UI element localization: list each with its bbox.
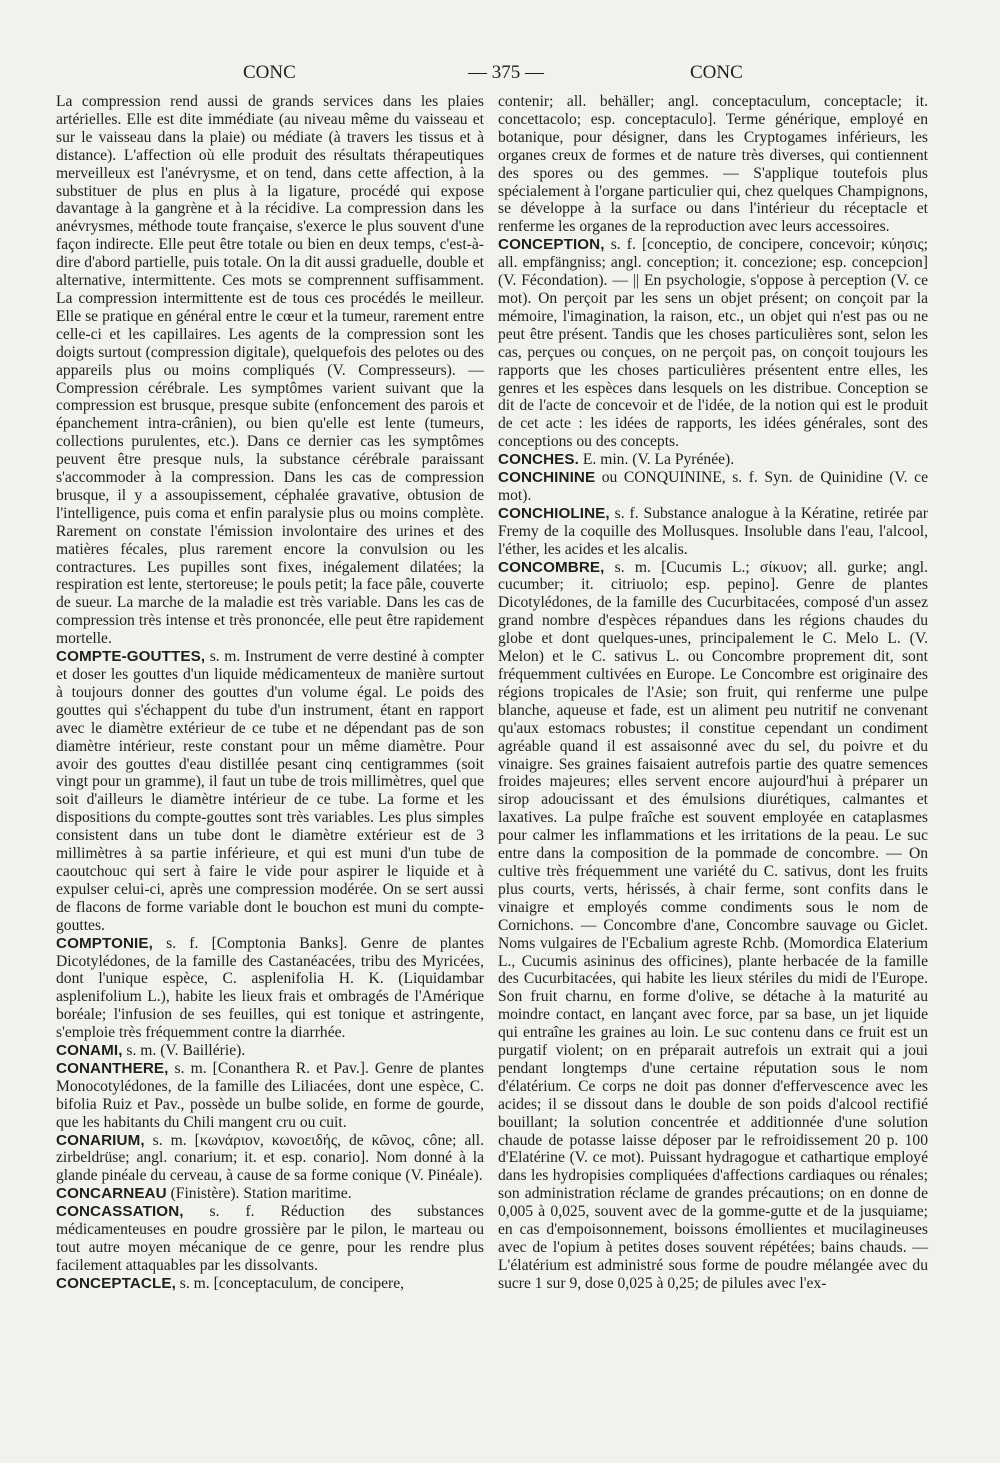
entry-headword: CONAMI, bbox=[56, 1042, 123, 1060]
entry-text: s. m. [Cucumis L.; σίκυον; all. gurke; angl. cucumber; it. citriuolo; esp. pepino]. Genre de plantes Dicotylédones, de la famille des Cucurbitacées, composé d'un assez grand nombre d'espèces répandues dans les régions chaudes du globe et dont quelques-unes, principalement le C. Melo L. (V. Melon) et le C. sativus L. ou Concombre proprement dit, sont fréquemment cultivées en Europe. Le Concombre est originaire des régions tropicales de l'Asie; son fruit, qui renferme une pulpe blanche, aqueuse et fade, est un aliment peu nutritif ne convenant qu'aux estomacs robustes; il constitue cependant un condiment agréable quand il est assaisonné avec du sel, du poivre et du vinaigre. Ses graines faisaient autrefois partie des quatre semences froides majeures; elles servent encore aujourd'hui à préparer un sirop adoucissant et des émulsions diurétiques, calmantes et laxatives. La pulpe fraîche est souvent employée en cataplasmes pour calmer les inflammations et les irritations de la peau. Le suc entre dans la composition de la pommade de concombre. — On cultive très fréquemment une variété du C. sativus, dont les fruits plus courts, verts, hérissés, à chair ferme, sont confits dans le vinaigre et employés comme condiments sous le nom de Cornichons. — Concombre d'ane, Concombre sauvage ou Giclet. Noms vulgaires de l'Ecbalium agreste Rchb. (Momordica Elaterium L., Cucumis asininus des officines), plante herbacée de la famille des Cucurbitacées, qui habite les lieux stériles du midi de l'Europe. Son fruit charnu, en forme d'olive, se détache à la maturité au moindre contact, en lançant avec force, par sa base, un jet liquide qui entraîne les graines au loin. Le suc contenu dans ce fruit est un purgatif violent; on en préparait autrefois un extrait qui a joui pendant longtemps d'une certaine réputation sous le nom d'élatérium. Ce corps ne doit pas donner d'effervescence avec les acides; il se dissout dans le double de son poids d'alcool rectifié bouillant; la solution concentrée et additionnée d'une solution chaude de potasse laisse déposer par le refroidissement 20 p. 100 d'Elatérine (V. ce mot). Puissant hydragogue et cathartique employé dans les hydropisies compliquées d'affections cardiaques ou rénales; son administration réclame de grandes précautions; on en donne de 0,005 à 0,025, souvent avec de la gomme-gutte et de la jusquiame; en cas d'empoisonnement, boissons émollientes et mucilagineuses avec de l'opium à petites doses souvent répétées; bains chauds. — L'élatérium est administré sous forme de poudre mélangée avec du sucre 1 sur 9, dose 0,025 à 0,25; de pilules avec l'ex- bbox=[498, 558, 928, 1292]
entry-headword: CONCASSATION, bbox=[56, 1203, 184, 1221]
entry-text: s. f. [Comptonia Banks]. Genre de plantes Dicotylédones, de la famille des Castanéacées, tribu des Myricées, dont l'unique espèce, C. asplenifolia H. K. (Liquidambar asplenifolium L.), habite les lieux frais et ombragés de l'Amérique boréale; l'infusion de ses feuilles, qui est tonique et astringente, s'emploie très fréquemment contre la diarrhée. bbox=[56, 934, 484, 1042]
dictionary-entry bbox=[56, 1185, 484, 1203]
entry-text: s. m. [Conanthera R. et Pav.]. Genre de plantes Monocotylédones, de la famille des Liliacées, dont une espèce, C. bifolia Ruiz et Pav., possède un bulbe solide, en forme de gourde, que les habitants du Chili mangent cru ou cuit. bbox=[56, 1059, 484, 1131]
dictionary-entry bbox=[56, 648, 484, 935]
entry-headword: CONCEPTION, bbox=[498, 236, 605, 254]
entry-headword: CONCEPTACLE, bbox=[56, 1274, 176, 1292]
entry-headword: COMPTE-GOUTTES, bbox=[56, 648, 206, 666]
entry-continuation bbox=[498, 93, 928, 236]
entry-headword: COMPTONIE, bbox=[56, 934, 153, 952]
entry-text: s. f. Réduction des substances médicamenteuses en poudre grossière par le pilon, le marteau ou tout autre moyen mécanique de ce genre, pour les rendre plus facilement attaquables par les dissolvants. bbox=[56, 1203, 484, 1274]
dictionary-entry bbox=[56, 1275, 484, 1293]
entry-headword: CONCARNEAU bbox=[56, 1185, 167, 1203]
entry-headword: CONANTHERE, bbox=[56, 1059, 169, 1077]
entry-headword: CONCHININE bbox=[498, 469, 596, 487]
dictionary-entry bbox=[498, 469, 928, 505]
entry-continuation bbox=[56, 93, 484, 648]
dictionary-entry bbox=[498, 505, 928, 559]
entry-text: s. f. [conceptio, de concipere, concevoir; κύησις; all. empfängniss; angl. conception; it. concezione; esp. concepcion] (V. Fécondation). — || En psychologie, s'oppose à perception (V. ce mot). On perçoit par les sens un objet présent; on conçoit par la mémoire, l'imagination, la raison, etc., un objet qui n'est pas ou ne peut être présent. Tandis que les choses particulières sont, selon les cas, perçues ou conçues, on ne perçoit pas, on conçoit toujours les rapports que les choses particulières présentent entre elles, les genres et les espèces dans lesquels on les distribue. Conception se dit de l'acte de concevoir et de l'idée, de la notion qui est le produit de cet acte : les idées de rapports, les idées générales, sont des conceptions ou des concepts. bbox=[498, 236, 928, 451]
page-number: — 375 — bbox=[468, 62, 544, 83]
dictionary-entry bbox=[56, 1042, 484, 1060]
right-column bbox=[498, 93, 928, 1293]
entry-text: s. m. Instrument de verre destiné à compter et doser les gouttes d'un liquide médicamenteux de manière surtout à toujours donner des gouttes d'un volume égal. Le poids des gouttes qui s'échappent du tube d'un instrument, étant en rapport avec le diamètre extérieur de ce tube et ne dépendant pas de son diamètre intérieur, reste constant pour un même diamètre. Pour avoir des gouttes d'eau distillée pesant cinq centigrammes (soit vingt pour un gramme), il faut un tube de trois millimètres, quel que soit d'ailleurs le diamètre intérieur de ce tube. La forme et les dispositions du compte-gouttes sont très variables. Les plus simples consistent dans un tube dont le diamètre extérieur est de 3 millimètres à sa partie inférieure, et qui est muni d'un tube de caoutchouc qui sert à faire le vide pour aspirer le liquide et à expulser celui-ci, après une compression modérée. On se sert aussi de flacons de forme variable dont le bouchon est muni du compte-gouttes. bbox=[56, 648, 484, 934]
dictionary-entry bbox=[498, 236, 928, 451]
left-column bbox=[56, 93, 484, 1293]
entry-headword: CONCOMBRE, bbox=[498, 558, 605, 576]
dictionary-entry bbox=[498, 451, 928, 469]
page-header bbox=[0, 62, 1000, 88]
entry-headword: CONCHES. bbox=[498, 451, 579, 469]
dictionary-entry bbox=[56, 935, 484, 1042]
entry-text: (Finistère). Station maritime. bbox=[166, 1185, 352, 1203]
entry-text: La compression rend aussi de grands services dans les plaies artérielles. Elle est dite immédiate (au niveau même du vaisseau et sur le vaisseau dans la plaie) ou médiate (à travers les tissus et à distance). L'affection où elle produit des résultats thérapeutiques merveilleux est l'anévrysme, et on tend, dans cette affection, à la substituer de plus en plus à la ligature, procédé qui expose davantage à la gangrène et à la récidive. La compression dans les anévrysmes, méthode toute française, s'exerce le plus souvent d'une façon indirecte. Elle peut être totale ou bien en deux temps, c'est-à-dire d'abord partielle, puis totale. On la dit aussi graduelle, double et alternative, intermittente. Ces mots se comprennent suffisamment. La compression intermittente est de tous ces procédés le meilleur. Elle se pratique en général entre le cœur et la tumeur, rarement entre celle-ci et les capillaires. Les agents de la compression sont les doigts surtout (compression digitale), quelquefois des pelotes ou des appareils plus ou moins compliqués (V. Compresseurs). — Compression cérébrale. Les symptômes varient suivant que la compression est brusque, presque subite (enfoncement des parois et épanchement intra-crânien), ou bien qu'elle est lente (tumeurs, collections purulentes, etc.). Dans ce dernier cas les symptômes peuvent être presque nuls, la substance cérébrale paraissant s'accommoder à la compression. Dans les cas de compression brusque, il y a assoupissement, céphalée gravative, obtusion de l'intelligence, puis coma et enfin paralysie plus ou moins complète. Rarement on constate l'émission involontaire des urines et des matières fécales, plus rarement encore la convulsion ou les contractures. Les pupilles sont fixes, inégalement dilatées; la respiration est lente, stertoreuse; le pouls petit; la face pâle, couverte de sueur. La marche de la maladie est très variable. Dans les cas de compression très intense et très prononcée, elle peut être rapidement mortelle. bbox=[56, 93, 484, 648]
dictionary-entry bbox=[498, 559, 928, 1293]
entry-headword: CONARIUM, bbox=[56, 1131, 145, 1149]
running-head-left: CONC bbox=[243, 62, 296, 83]
entry-text: ou CONQUININE, s. f. Syn. de Quinidine (V. ce mot). bbox=[498, 469, 928, 504]
entry-text: s. m. (V. Baillérie). bbox=[122, 1042, 246, 1060]
dictionary-entry bbox=[56, 1132, 484, 1186]
dictionary-entry bbox=[56, 1060, 484, 1132]
dictionary-entry bbox=[56, 1203, 484, 1275]
entry-text: s. f. Substance analogue à la Kératine, retirée par Fremy de la coquille des Mollusques. Insoluble dans l'eau, l'alcool, l'éther, les acides et les alcalis. bbox=[498, 504, 928, 558]
entry-text: E. min. (V. La Pyrénée). bbox=[578, 451, 735, 469]
entry-text: contenir; all. behäller; angl. conceptaculum, conceptacle; it. concettacolo; esp. conceptaculo]. Terme générique, employé en botanique, pour désigner, dans les Cryptogames inférieurs, les organes creux de formes et de nature très diverses, qui contiennent des spores ou des gemmes. — S'applique toutefois plus spécialement à l'organe particulier qui, chez quelques Champignons, se développe à la surface ou dans l'intérieur du réceptacle et renferme les organes de la reproduction avec leurs accessoires. bbox=[498, 93, 928, 236]
entry-text: s. m. [conceptaculum, de concipere, bbox=[175, 1274, 405, 1292]
entry-text: s. m. [κωνάριον, κωνοειδής, de κῶνος, cône; all. zirbeldrüse; angl. conarium; it. et esp. conario]. Nom donné à la glande pinéale du cerveau, à cause de sa forme conique (V. Pinéale). bbox=[56, 1131, 484, 1185]
running-head-right: CONC bbox=[690, 62, 743, 83]
entry-headword: CONCHIOLINE, bbox=[498, 504, 610, 522]
